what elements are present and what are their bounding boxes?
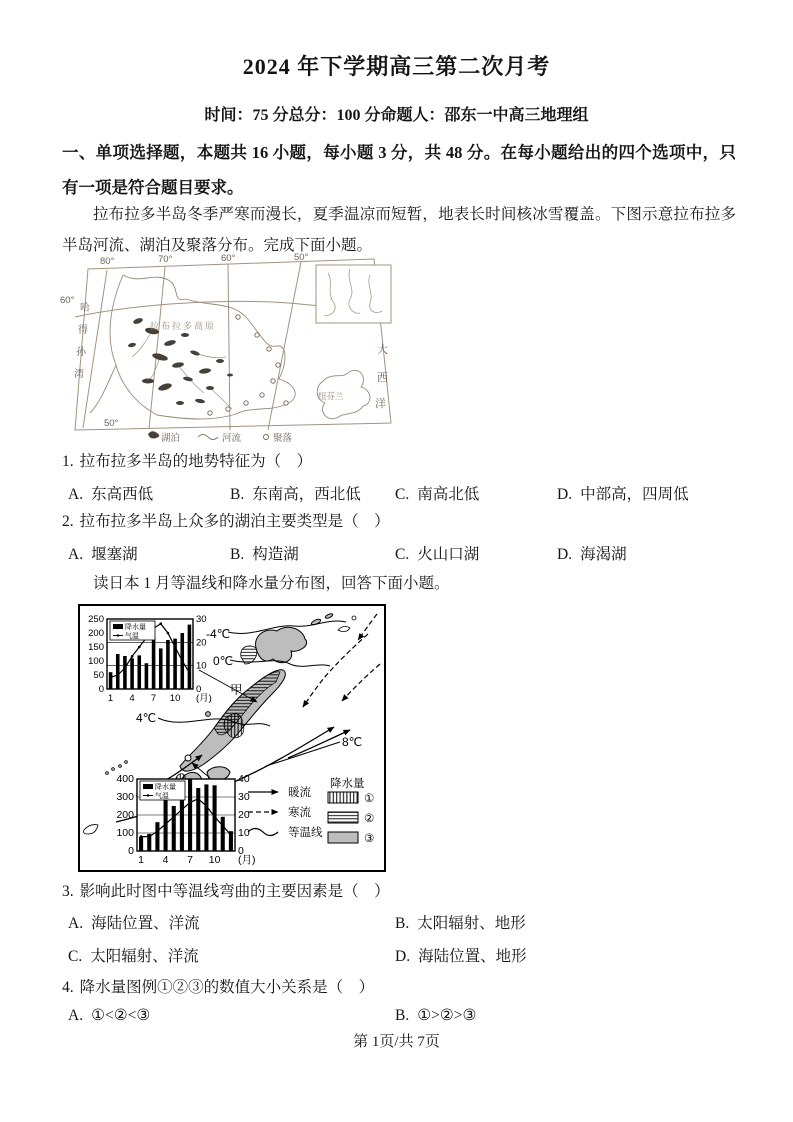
svg-text:200: 200 — [116, 809, 134, 821]
inset-map-box — [316, 265, 391, 323]
svg-text:气温: 气温 — [155, 793, 169, 800]
atlantic-label: 大 — [377, 344, 388, 356]
cold-legend-label: 寒流 — [288, 807, 311, 819]
passage-japan: 读日本 1 月等温线和降水量分布图，回答下面小题。 — [93, 575, 450, 592]
sado-island — [206, 712, 211, 717]
q4-option-a: A. ①<②<③ — [68, 1007, 151, 1024]
cold-current-arrows — [303, 614, 380, 707]
kuril-2 — [325, 613, 334, 619]
svg-text:7: 7 — [150, 693, 157, 704]
lon-50-label: 50° — [294, 253, 309, 263]
svg-text:30: 30 — [196, 614, 207, 625]
lake-legend-symbol — [148, 431, 159, 438]
svg-text:(月): (月) — [238, 854, 256, 866]
lat-60-label: 60° — [60, 295, 75, 306]
labrador-map-svg — [60, 253, 400, 446]
svg-text:1: 1 — [138, 854, 145, 866]
question-3-stem: 3. 影响此时图中等温线弯曲的主要因素是（ ） — [62, 883, 390, 900]
question-2-stem: 2. 拉布拉多半岛上众多的湖泊主要类型是（ ） — [62, 513, 390, 530]
page-footer: 第 1页/共 7页 — [353, 1034, 440, 1050]
figure-labrador-map — [60, 253, 400, 446]
q3-option-b: B. 太阳辐射、地形 — [395, 915, 526, 932]
svg-text:20: 20 — [238, 809, 250, 821]
svg-text:0: 0 — [98, 684, 104, 695]
plateau-label: 拉布拉多高原 — [150, 321, 217, 331]
passage-labrador: 拉布拉多半岛冬季严寒而漫长，夏季温凉而短暂，地表长时间核冰雪覆盖。下图示意拉布拉多半岛河流、湖泊及聚落分布。完成下面小题。 — [62, 206, 736, 254]
river-legend-symbol — [198, 435, 218, 440]
svg-text:得: 得 — [78, 325, 88, 336]
map-graticule — [75, 259, 391, 430]
label-4c: 4℃ — [136, 711, 157, 725]
svg-text:4: 4 — [162, 854, 169, 866]
svg-text:1: 1 — [107, 693, 114, 704]
island-ne-1 — [338, 626, 350, 631]
question-1-options — [0, 482, 793, 504]
settlement-legend-symbol — [264, 435, 269, 440]
newfoundland-label: 纽芬兰 — [318, 391, 344, 401]
svg-text:10: 10 — [208, 854, 221, 866]
q1-option-a: A. 东高西低 — [68, 486, 154, 503]
svg-text:200: 200 — [88, 628, 104, 639]
q1-option-c: C. 南高北低 — [395, 486, 480, 503]
svg-text:10: 10 — [196, 660, 207, 672]
precip-legend-hstripe — [328, 812, 358, 823]
question-2-options — [0, 542, 793, 564]
climate-chart-station — [116, 773, 255, 866]
lon-70-label: 70° — [158, 254, 173, 265]
settlements — [208, 315, 288, 415]
lat-50-label: 50° — [104, 418, 119, 429]
svg-text:100: 100 — [116, 827, 134, 839]
rivers — [132, 331, 232, 409]
precip-legend-gray — [328, 832, 358, 843]
hokkaido — [256, 627, 307, 662]
page-title: 2024 年下学期高三第二次月考 — [242, 54, 551, 79]
svg-text:气温: 气温 — [125, 633, 139, 640]
svg-text:10: 10 — [238, 827, 250, 839]
svg-text:0: 0 — [238, 845, 244, 857]
section-intro: 一、单项选择题，本题共 16 小题，每小题 3 分，共 48 分。在每小题给出的四个选项中，只有一项是符合题目要求。 — [62, 143, 736, 197]
river-legend-label: 河流 — [222, 433, 242, 444]
svg-text:孙: 孙 — [76, 347, 86, 358]
island-ne-2 — [352, 616, 356, 620]
svg-text:降水量: 降水量 — [155, 784, 176, 791]
question-4-options — [0, 1006, 793, 1028]
question-4-stem: 4. 降水量图例①②③的数值大小关系是（ ） — [62, 979, 375, 996]
question-3-options-row2 — [0, 944, 793, 966]
label-0c: 0℃ — [213, 654, 234, 668]
svg-text:50: 50 — [93, 670, 104, 681]
figure-japan-map — [78, 604, 386, 872]
station-marker — [185, 755, 191, 761]
q2-option-a: A. 堰塞湖 — [68, 546, 138, 563]
q4-option-b: B. ①>②>③ — [395, 1007, 477, 1024]
svg-text:降水量: 降水量 — [125, 624, 146, 631]
lon-60-label: 60° — [221, 253, 236, 264]
svg-text:湾: 湾 — [74, 369, 84, 380]
warm-legend-label: 暖流 — [288, 787, 311, 799]
precip-legend-2: ② — [364, 813, 375, 825]
svg-text:10: 10 — [169, 693, 181, 704]
japan-legend — [248, 776, 374, 845]
q1-option-b: B. 东南高，西北低 — [230, 486, 361, 503]
label-8c: 8℃ — [342, 735, 363, 749]
svg-text:0: 0 — [196, 684, 202, 695]
q2-option-b: B. 构造湖 — [230, 546, 299, 563]
climate-chart-jia — [88, 614, 212, 704]
isotherm-legend-symbol — [248, 829, 278, 836]
isotherm-legend-label: 等温线 — [288, 827, 323, 839]
lake-legend-label: 湖泊 — [161, 433, 181, 444]
q1-option-d: D. 中部高，四周低 — [557, 486, 689, 503]
q3-option-c: C. 太阳辐射、洋流 — [68, 948, 199, 965]
svg-text:40: 40 — [238, 773, 250, 785]
svg-text:300: 300 — [116, 791, 134, 803]
svg-text:20: 20 — [196, 637, 207, 649]
label-jia: 甲 — [230, 683, 243, 697]
svg-text:100: 100 — [88, 656, 104, 667]
exam-meta: 时间：75 分总分：100 分命题人：邵东一中高三地理组 — [204, 107, 589, 124]
svg-text:250: 250 — [88, 614, 104, 625]
precip-legend-vstripe — [328, 792, 358, 803]
svg-text:30: 30 — [238, 791, 250, 803]
svg-text:150: 150 — [88, 642, 104, 653]
svg-text:7: 7 — [187, 854, 194, 866]
question-3-options-row1 — [0, 911, 793, 933]
q2-option-c: C. 火山口湖 — [395, 546, 480, 563]
precip-legend-3: ③ — [364, 833, 375, 845]
q2-option-d: D. 海渴湖 — [557, 546, 627, 563]
label-minus4c: -4℃ — [206, 627, 231, 641]
svg-text:(月): (月) — [196, 693, 212, 704]
precip-legend-1: ① — [364, 793, 375, 805]
svg-text:4: 4 — [129, 693, 135, 704]
island-sw — [84, 825, 99, 834]
svg-text:洋: 洋 — [375, 398, 386, 410]
map-legend — [148, 431, 293, 444]
q3-option-d: D. 海陆位置、地形 — [395, 948, 527, 965]
hudson-bay-label: 哈 — [80, 303, 90, 314]
isotherm-4 — [158, 718, 270, 726]
precip-legend-header: 降水量 — [330, 778, 365, 790]
svg-text:400: 400 — [116, 773, 134, 785]
lon-80-label: 80° — [100, 256, 115, 267]
svg-text:西: 西 — [377, 372, 388, 384]
settlement-legend-label: 聚落 — [273, 433, 293, 444]
question-1-stem: 1. 拉布拉多半岛的地势特征为（ ） — [62, 453, 313, 470]
q3-option-a: A. 海陆位置、洋流 — [68, 915, 200, 932]
svg-text:0: 0 — [128, 845, 134, 857]
japan-map-svg — [80, 606, 384, 870]
